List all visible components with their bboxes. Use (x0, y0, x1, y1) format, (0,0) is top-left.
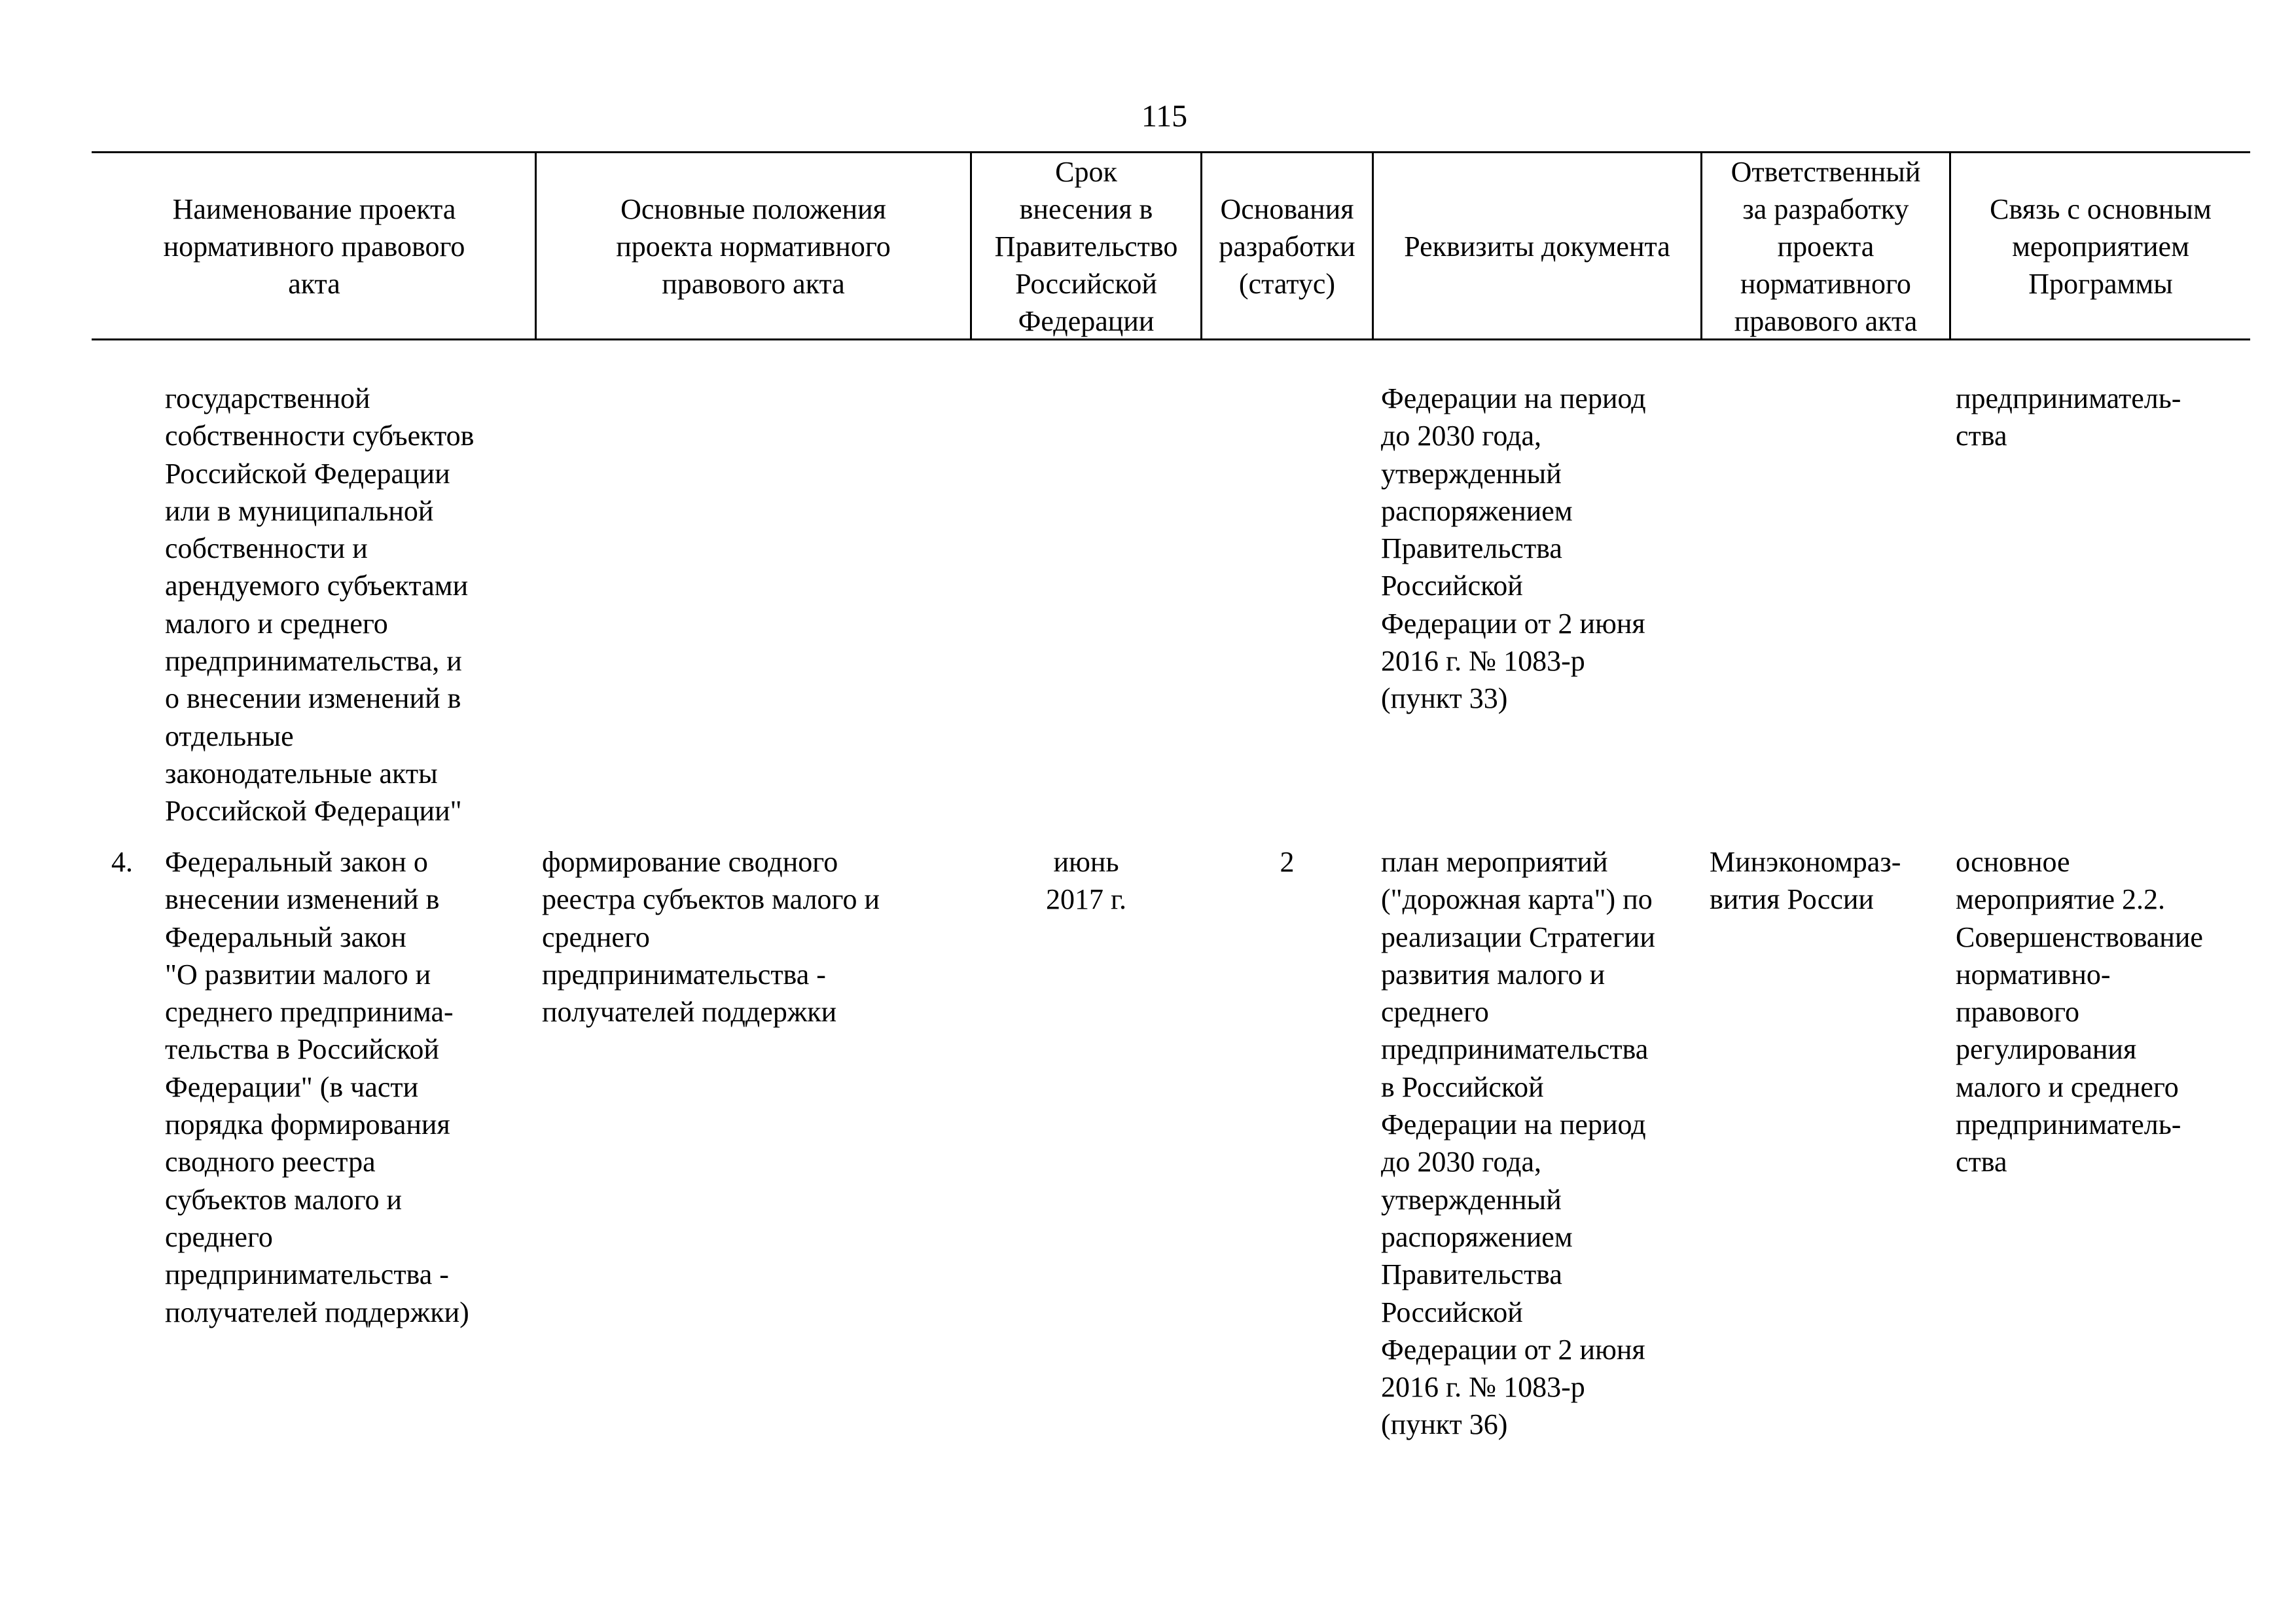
header-requisites: Реквизиты документа (1404, 230, 1670, 263)
header-responsible: Ответственный за разработку проекта нормативного правового акта (1731, 155, 1921, 337)
row-number: 4. (111, 846, 133, 878)
row-2-name: Федеральный закон о внесении изменений в Федеральный закон "О развитии малого и среднего предпринима- тельства в Российской Федерации" (в части порядка формирования сводного реестра субъектов малого и среднего предпринимательства - получателей поддержки) (165, 846, 469, 1328)
row-1-name: государственной собственности субъектов Российской Федерации или в муниципальной собственности и арендуемого субъектами малого и среднего предпринимательства, и о внесении изменений в отдельные законодательные акты Российской Федерации" (165, 382, 475, 828)
page-number: 115 (1141, 99, 1188, 134)
row-2-basis: 2 (1280, 846, 1295, 878)
row-2-provisions: формирование сводного реестра субъектов малого и среднего предпринимательства - получателей поддержки (542, 846, 880, 1029)
row-2-responsible: Минэкономраз- вития России (1710, 846, 1901, 916)
row-2-link: основное мероприятие 2.2. Совершенствование нормативно- правового регулирования малого и среднего предприниматель- ства (1956, 846, 2203, 1178)
row-1-requisites: Федерации на период до 2030 года, утвержденный распоряжением Правительства Российской Федерации от 2 июня 2016 г. № 1083-р (пункт 33) (1381, 382, 1646, 715)
row-2-requisites: план мероприятий ("дорожная карта") по реализации Стратегии развития малого и среднего предпринимательства в Российской Федерации на период до 2030 года, утвержденный распоряжением Правительства Российской Федерации от 2 июня 2016 г. № 1083-р (пункт 36) (1381, 846, 1655, 1441)
header-basis: Основания разработки (статус) (1219, 192, 1355, 300)
header-link: Связь с основным мероприятием Программы (1990, 192, 2212, 300)
row-2-deadline: июнь 2017 г. (1045, 846, 1127, 916)
header-deadline: Срок внесения в Правительство Российской Федерации (994, 155, 1178, 337)
row-1-link: предприниматель- ства (1956, 382, 2181, 452)
header-name: Наименование проекта нормативного правового акта (163, 192, 465, 300)
header-provisions: Основные положения проекта нормативного правового акта (616, 192, 891, 300)
